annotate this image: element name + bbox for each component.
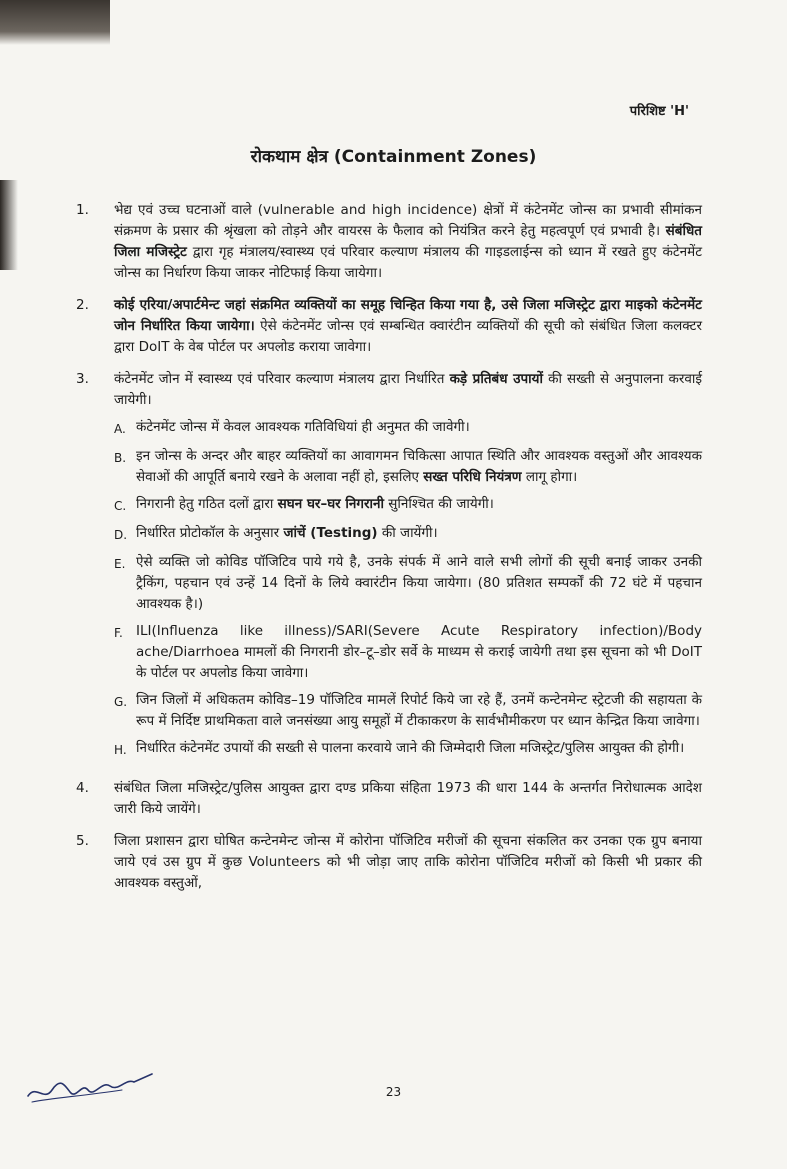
bold-text: सघन घर–घर निगरानी (277, 496, 384, 512)
sub-item-letter: H. (114, 743, 127, 757)
sub-item-text (136, 738, 702, 761)
text-run: ऐसे कंटेनमेंट जोन्स एवं सम्बन्धित क्वारंटीन व्यक्तियों की सूची को संबंधित जिला कलक्टर द्वारा DoIT के वेब पोर्टल पर अपलोड कराया जावेगा। (114, 318, 702, 355)
bold-text: सख्त परिधि नियंत्रण (423, 469, 522, 485)
text-run: की जायेंगी। (381, 525, 438, 541)
sub-item-text (136, 446, 702, 488)
sub-list (114, 417, 702, 761)
list-item-1 (62, 200, 702, 284)
sub-item-text (136, 523, 702, 546)
sub-item-letter: F. (114, 626, 123, 640)
item-number: 2. (76, 297, 89, 313)
sub-item-e (114, 552, 702, 615)
sub-item-letter: A. (114, 422, 126, 436)
page-title: रोकथाम क्षेत्र (Containment Zones) (250, 147, 537, 167)
sub-item-text (136, 621, 702, 684)
scan-shadow-left (0, 180, 18, 270)
document-body (62, 200, 702, 905)
text-run: द्वारा गृह मंत्रालय/स्वास्थ्य एवं परिवार कल्याण मंत्रालय की गाइडलाईन्स को ध्यान में रखते हुए कंटेनमेंट जोन्स का निर्धारण किया जाकर नोटिफाई किया जायेगा। (114, 244, 702, 281)
sub-item-d (114, 523, 702, 546)
sub-item-text (136, 690, 702, 732)
sub-item-letter: D. (114, 528, 128, 542)
list-item-3 (62, 369, 702, 767)
list-item-4 (62, 778, 702, 820)
text-run: निगरानी हेतु गठित दलों द्वारा (136, 496, 274, 512)
text-run: ILI(Influenza like illness)/SARI(Severe Acute Respiratory infection)/Body ache/Diarrhoea मामलों की निगरानी डोर–टू–डोर सर्वे के माध्यम से कराई जायेगी तथा इस सूचना को भी DoIT के पोर्टल पर अपलोड किया जावेगा। (136, 623, 702, 681)
item-number: 3. (76, 371, 89, 387)
sub-item-f (114, 621, 702, 684)
text-run: निर्धारित प्रोटोकॉल के अनुसार (136, 525, 280, 541)
text-run: इन जोन्स के अन्दर और बाहर व्यक्तियों का आवागमन चिकित्सा आपात स्थिति और आवश्यक वस्तुओं और आवश्यक सेवाओं की आपूर्ति बनाये रखने के अलावा नहीं हो, इसलिए (136, 448, 702, 485)
sub-item-text (136, 552, 702, 615)
bold-text: कोई एरिया/अपार्टमेन्ट जहां संक्रमित व्यक्तियों का समूह चिन्हित किया गया है, उसे जिला मजिस्ट्रेट द्वारा माइको कंटेनमेंट जोन निर्धारित किया जायेगा। (114, 297, 702, 334)
text-run: जिन जिलों में अधिकतम कोविड–19 पॉजिटिव मामलें रिपोर्ट किये जा रहे हैं, उनमें कन्टेनमेन्ट स्ट्रेटजी की सहायता के रूप में निर्दिष्ट प्राथमिकता वाले जनसंख्या आयु समूहों में टीकाकरण के सार्वभौमीकरण पर ध्यान केन्द्रित किया जावेगा। (136, 692, 702, 729)
bold-text: कड़े प्रतिबंध उपायों (449, 371, 543, 387)
page-number: 23 (385, 1085, 402, 1099)
item-text (114, 295, 702, 358)
item-text (114, 831, 702, 894)
item-number: 1. (76, 202, 89, 218)
text-run: कंटेनमेंट जोन्स में केवल आवश्यक गतिविधियां ही अनुमत की जावेगी। (136, 419, 470, 435)
text-run: निर्धारित कंटेनमेंट उपायों की सख्ती से पालना करवाये जाने की जिम्मेदारी जिला मजिस्ट्रेट/पुलिस आयुक्त की होगी। (136, 740, 685, 756)
text-run: ऐसे व्यक्ति जो कोविड पॉजिटिव पाये गये है, उनके संपर्क में आने वाले सभी लोगों की सूची बनाई जाकर उनकी ट्रैकिंग, पहचान एवं उन्हें 14 दिनों के लिये क्वारंटीन किया जायेगा। (80 प्रतिशत सम्पर्कों की 72 घंटे में पहचान आवश्यक है।) (136, 554, 702, 612)
bold-text: संबंधित जिला मजिस्ट्रेट (114, 223, 702, 260)
sub-item-c (114, 494, 702, 517)
text-run: भेद्य एवं उच्च घटनाओं वाले (vulnerable and high incidence) क्षेत्रों में कंटेनमेंट जोन्स का प्रभावी सीमांकन संक्रमण के प्रसार की श्रृंखला को तोड़ने और वायरस के फैलाव को नियंत्रित करने हेतु महत्वपूर्ण एवं प्रभावी है। (114, 202, 702, 239)
text-run: कंटेनमेंट जोन में स्वास्थ्य एवं परिवार कल्याण मंत्रालय द्वारा निर्धारित (114, 371, 445, 387)
text-run: लागू होगा। (525, 469, 578, 485)
sub-item-letter: C. (114, 499, 127, 513)
list-item-2 (62, 295, 702, 358)
sub-item-text (136, 417, 702, 440)
text-run: संबंधित जिला मजिस्ट्रेट/पुलिस आयुक्त द्वारा दण्ड प्रकिया संहिता 1973 की धारा 144 के अन्तर्गत निरोधात्मक आदेश जारी किये जायेंगे। (114, 780, 702, 817)
scan-shadow-top (0, 0, 110, 45)
sub-item-letter: G. (114, 695, 128, 709)
text-run: सुनिश्चित की जायेगी। (388, 496, 494, 512)
text-run: की सख्ती से अनुपालना करवाई जायेगी। (114, 371, 702, 408)
sub-item-h (114, 738, 702, 761)
item-number: 5. (76, 833, 89, 849)
sub-item-b (114, 446, 702, 488)
item-text (114, 200, 702, 284)
item-text (114, 369, 702, 767)
annex-label: परिशिष्ट 'H' (629, 104, 689, 119)
sub-item-g (114, 690, 702, 732)
bold-text: जांचें (Testing) (283, 525, 378, 541)
item-number: 4. (76, 780, 89, 796)
sub-item-letter: B. (114, 451, 127, 465)
item-text (114, 778, 702, 820)
sub-item-text (136, 494, 702, 517)
sub-item-letter: E. (114, 557, 126, 571)
list-item-5 (62, 831, 702, 894)
sub-item-a (114, 417, 702, 440)
text-run: जिला प्रशासन द्वारा घोषित कन्टेनमेन्ट जोन्स में कोरोना पॉजिटिव मरीजों की सूचना संकलित कर उनका एक ग्रुप बनाया जाये एवं उस ग्रुप में कुछ Volunteers को भी जोड़ा जाए ताकि कोरोना पॉजिटिव मरीजों को किसी भी प्रकार की आवश्यक वस्तुओं, (114, 833, 702, 891)
